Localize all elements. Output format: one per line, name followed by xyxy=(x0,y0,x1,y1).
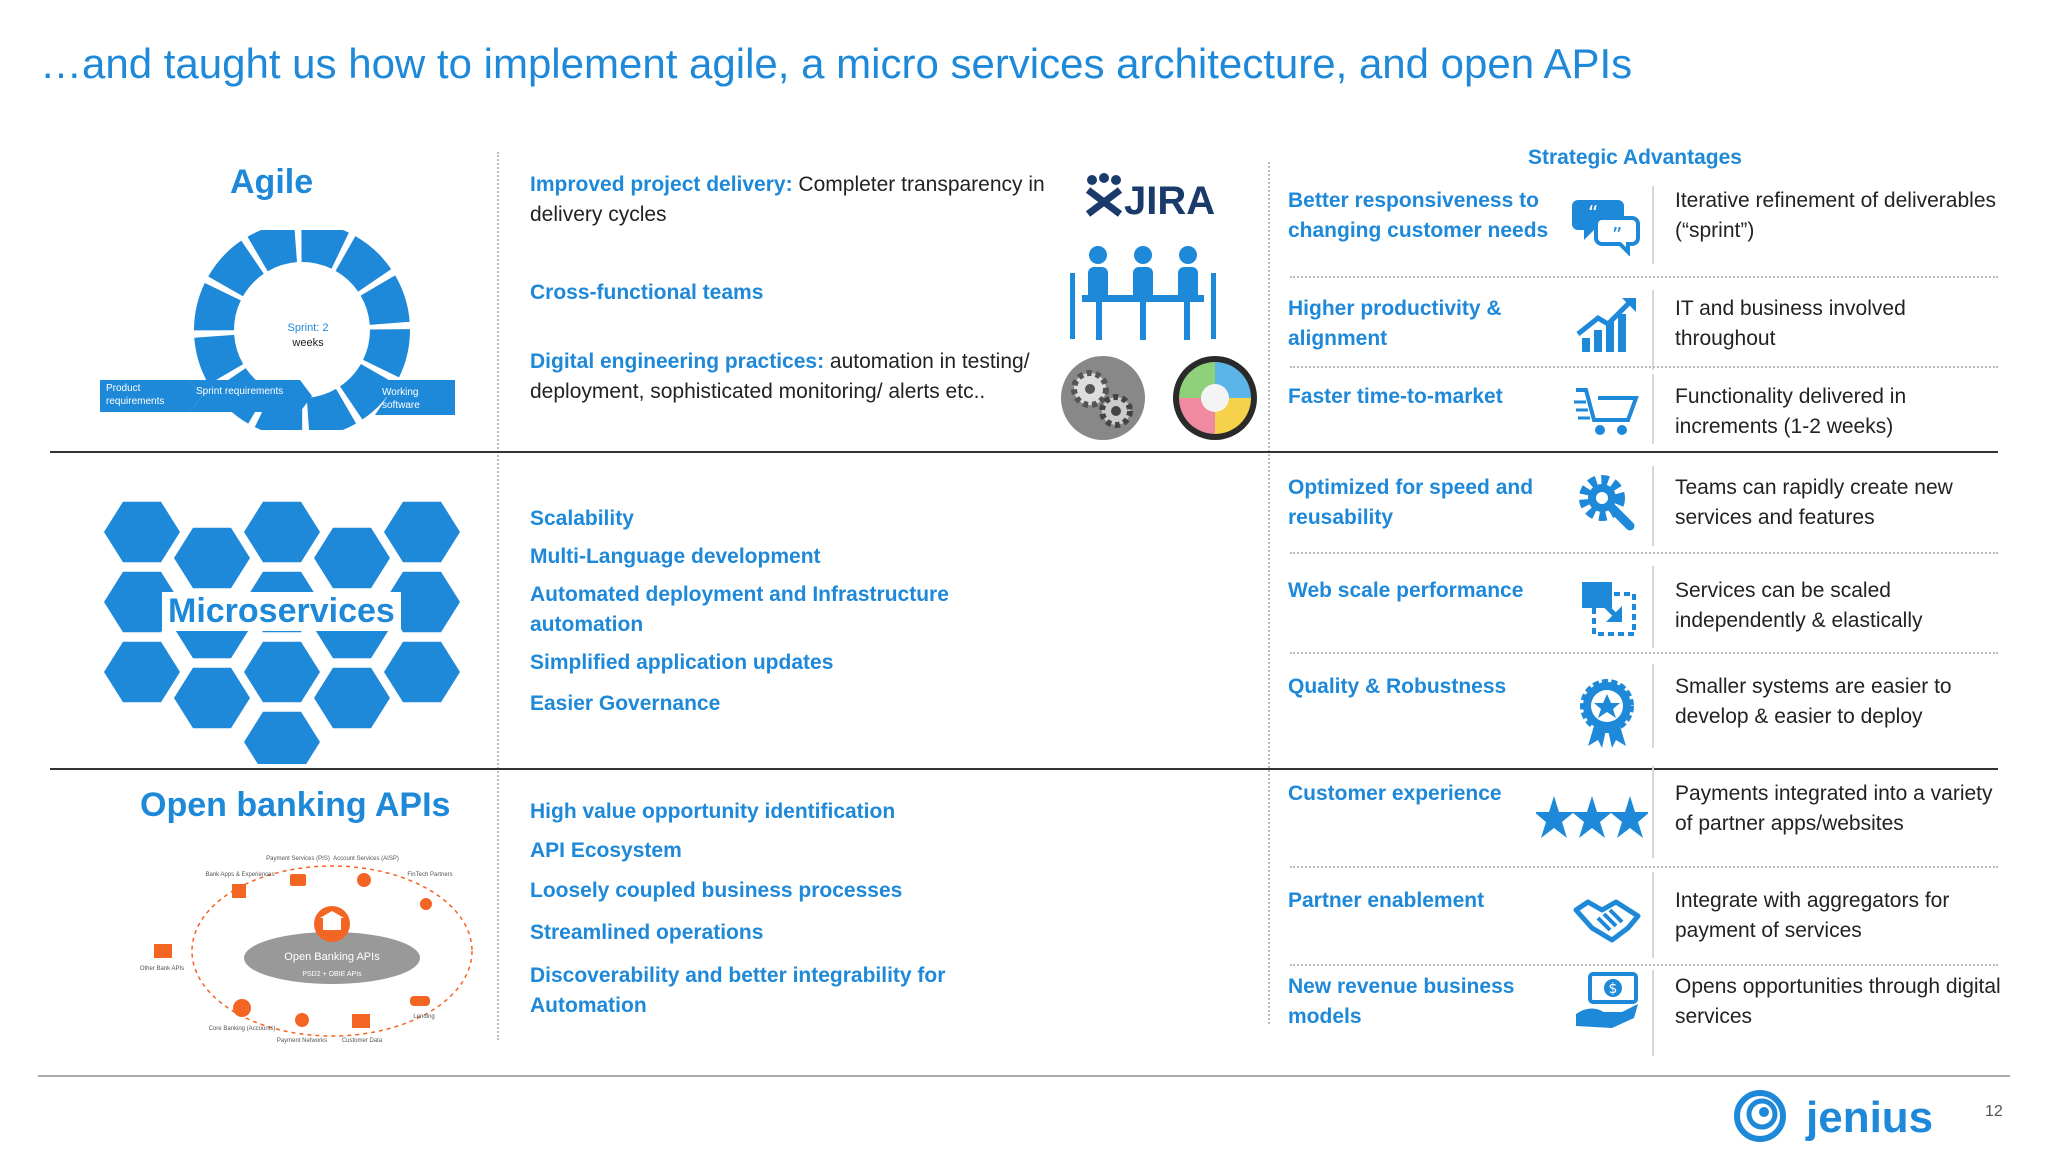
open-banking-diagram xyxy=(140,846,480,1056)
row-divider-8 xyxy=(1290,964,1998,966)
ob-node-payment: Payment Services (PIS) xyxy=(266,856,330,862)
page-number: 12 xyxy=(1985,1103,2003,1120)
row-divider-7 xyxy=(1290,866,1998,868)
row-separator-1 xyxy=(1652,186,1654,264)
advantage-title-5: Web scale performance xyxy=(1288,579,1524,602)
stars-icon xyxy=(1536,792,1648,848)
ob-node-bank-apps: Bank Apps & Experiences xyxy=(205,872,275,878)
row-separator-4 xyxy=(1652,466,1654,546)
agile-center-label-2: weeks xyxy=(292,337,324,349)
section-divider-2 xyxy=(50,768,1998,770)
hexagon-7 xyxy=(244,502,320,563)
microservices-title: Microservices xyxy=(162,592,401,631)
advantage-title-3: Faster time-to-market xyxy=(1288,385,1503,408)
gear-wrench-icon xyxy=(1572,468,1642,532)
row-divider-2 xyxy=(1290,366,1998,368)
ob-node-payment-networks: Payment Networks xyxy=(276,1038,328,1044)
advantage-desc-8: Integrate with aggregators for payment of services xyxy=(1675,889,1950,942)
advantage-title-8: Partner enablement xyxy=(1288,889,1485,912)
ob-node-other-bank: Other Bank APIs xyxy=(140,966,185,972)
hexagon-11 xyxy=(314,528,390,589)
row-separator-7 xyxy=(1652,766,1654,858)
advantage-title-6: Quality & Robustness xyxy=(1288,675,1507,698)
svg-text:“: “ xyxy=(1588,201,1599,225)
open-item-1: High value opportunity identification xyxy=(530,800,896,823)
micro-item-5: Easier Governance xyxy=(530,692,721,715)
row-separator-5 xyxy=(1652,566,1654,648)
advantage-desc-3: Functionality delivered in increments (1-2 weeks) xyxy=(1675,385,1907,438)
agile-benefit-1-label: Improved project delivery: xyxy=(530,173,793,196)
hexagon-13 xyxy=(314,668,390,729)
scale-arrow-icon xyxy=(1572,578,1642,642)
agile-benefit-2: Cross-functional teams xyxy=(530,281,764,304)
jenius-logo xyxy=(1732,1088,1952,1144)
svg-text:$: $ xyxy=(1608,981,1618,997)
agile-benefit-3-label: Digital engineering practices: xyxy=(530,350,825,373)
advantage-title-2: Higher productivity & alignment xyxy=(1288,297,1502,350)
money-hand-icon xyxy=(1572,970,1642,1034)
svg-text:”: ” xyxy=(1612,223,1623,247)
advantage-desc-4: Teams can rapidly create new services and features xyxy=(1675,476,1953,529)
ob-node-customer-data: Customer Data xyxy=(341,1038,383,1044)
open-banking-title: Open banking APIs xyxy=(140,786,451,824)
agile-cycle-diagram xyxy=(100,230,470,430)
agile-title: Agile xyxy=(230,163,314,201)
advantage-desc-2: IT and business involved throughout xyxy=(1675,297,1906,350)
open-banking-center-sub: PSD2 + OBIE APIs xyxy=(302,971,362,978)
hexagon-14 xyxy=(384,502,460,563)
advantage-title-1: Better responsiveness to changing customer needs xyxy=(1288,189,1549,242)
hexagon-1 xyxy=(104,502,180,563)
micro-item-3: Automated deployment and Infrastructure automation xyxy=(530,583,949,636)
ob-node-fintech: FinTech Partners xyxy=(407,872,453,878)
row-divider-4 xyxy=(1290,552,1998,554)
open-banking-center-label: Open Banking APIs xyxy=(284,951,380,963)
agile-benefit-1-text: Completer transparency in delivery cycles xyxy=(530,173,1045,226)
hexagon-10 xyxy=(244,712,320,764)
agile-benefit-3 xyxy=(530,347,1060,407)
column-divider-left xyxy=(497,152,499,1040)
strategic-advantages-header: Strategic Advantages xyxy=(1528,146,1742,169)
agile-center-label: Sprint: 2 xyxy=(287,322,329,334)
row-separator-9 xyxy=(1652,970,1654,1056)
jira-logo-text: JIRA xyxy=(1124,179,1215,220)
jenius-logo-text: jenius xyxy=(1806,1093,1934,1142)
section-divider-1 xyxy=(50,451,1998,453)
row-divider-5 xyxy=(1290,652,1998,654)
advantage-desc-6: Smaller systems are easier to develop & easier to deploy xyxy=(1675,675,1952,728)
shopping-cart-icon xyxy=(1572,378,1642,442)
advantage-desc-1: Iterative refinement of deliverables (“sprint”) xyxy=(1675,189,1996,242)
hexagon-4 xyxy=(174,528,250,589)
ob-node-account: Account Services (AISP) xyxy=(333,856,399,862)
row-separator-8 xyxy=(1652,872,1654,958)
open-item-4: Streamlined operations xyxy=(530,921,764,944)
award-badge-icon xyxy=(1572,676,1642,750)
hexagon-9 xyxy=(244,642,320,703)
micro-item-2: Multi-Language development xyxy=(530,545,821,568)
hexagon-3 xyxy=(104,642,180,703)
speech-bubbles-icon xyxy=(1572,192,1642,256)
row-separator-3 xyxy=(1652,374,1654,444)
footer-line xyxy=(38,1075,2010,1077)
row-separator-2 xyxy=(1652,290,1654,370)
open-item-2: API Ecosystem xyxy=(530,839,682,862)
micro-item-4: Simplified application updates xyxy=(530,651,834,674)
jira-logo xyxy=(1080,170,1215,220)
team-meeting-icon xyxy=(1068,243,1218,341)
ob-node-core-banking: Core Banking (Accounts) xyxy=(208,1026,276,1032)
color-wheel-image xyxy=(1172,355,1258,441)
open-item-3: Loosely coupled business processes xyxy=(530,879,903,902)
growth-chart-icon xyxy=(1572,294,1642,358)
agile-sprint-req: Sprint requirements xyxy=(196,386,284,397)
row-separator-6 xyxy=(1652,664,1654,748)
ob-node-lending: Lending xyxy=(413,1014,435,1020)
agile-working-software: Working software xyxy=(382,387,420,411)
agile-benefit-1 xyxy=(530,170,1060,230)
hexagon-16 xyxy=(384,642,460,703)
open-item-5: Discoverability and better integrability for Automation xyxy=(530,964,946,1017)
micro-item-1: Scalability xyxy=(530,507,634,530)
hexagon-6 xyxy=(174,668,250,729)
advantage-title-7: Customer experience xyxy=(1288,782,1502,805)
gears-image xyxy=(1058,355,1148,441)
column-divider-right xyxy=(1268,162,1270,1024)
advantage-desc-7: Payments integrated into a variety of partner apps/websites xyxy=(1675,782,1993,835)
advantage-desc-5: Services can be scaled independently & elastically xyxy=(1675,579,1923,632)
advantage-title-9: New revenue business models xyxy=(1288,975,1515,1028)
handshake-icon xyxy=(1572,888,1642,952)
advantage-title-4: Optimized for speed and reusability xyxy=(1288,476,1534,529)
agile-benefit-3-text: automation in testing/ deployment, sophisticated monitoring/ alerts etc.. xyxy=(530,350,1030,403)
agile-product-req: Product requirements xyxy=(106,383,165,407)
row-divider-1 xyxy=(1290,276,1998,278)
advantage-desc-9: Opens opportunities through digital services xyxy=(1675,975,2001,1028)
page-title: …and taught us how to implement agile, a micro services architecture, and open APIs xyxy=(40,40,1633,87)
